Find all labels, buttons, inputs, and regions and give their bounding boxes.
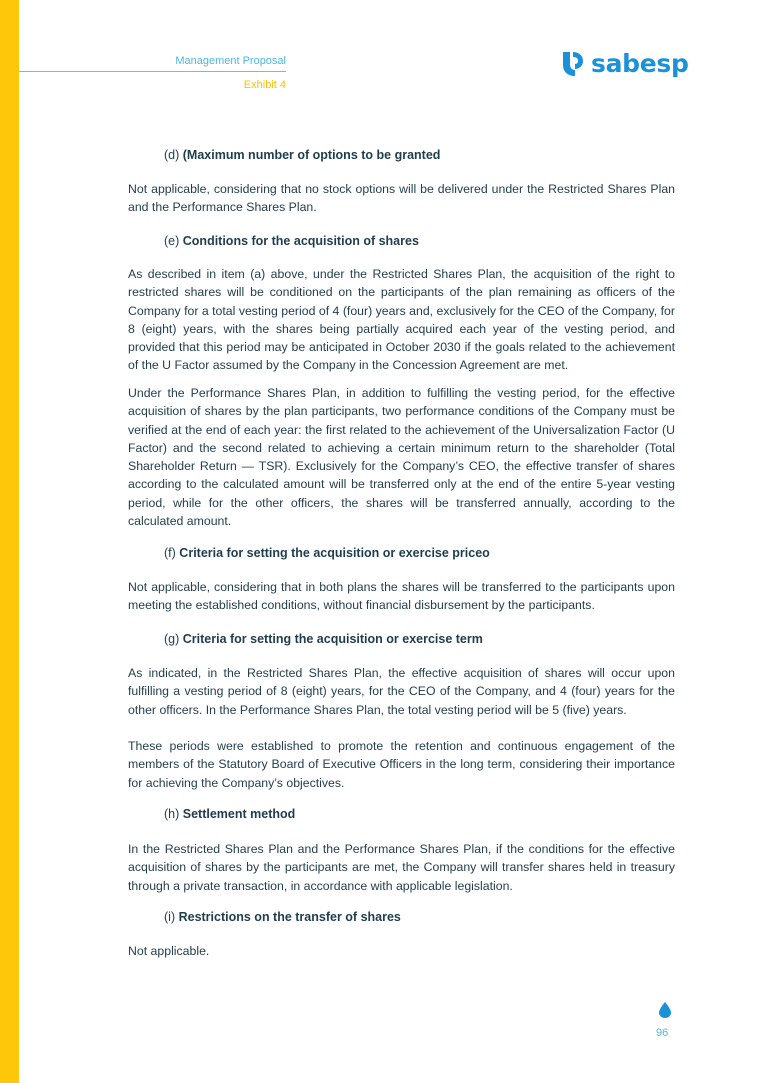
logo-wordmark: sabesp bbox=[591, 48, 689, 78]
section-heading-i: (i) Restrictions on the transfer of shares bbox=[164, 910, 401, 924]
water-drop-icon bbox=[659, 1002, 671, 1018]
section-e-paragraph-2: Under the Performance Shares Plan, in addition to fulfilling the vesting period, for the effective acquisition of shares by the plan participants, two performance conditions of the Company must be verified at the end of each year: the first related to the achievement of the Universalization Factor (U Factor) and the second related to achieving a certain minimum return to the shareholder (Total Shareholder Return — TSR). Exclusively for the Company’s CEO, the effective transfer of shares according to the calculated amount will be transferred only at the end of the entire 5-year vesting period, while for the other officers, the shares will be transferred annually, according to the calculated amount. bbox=[128, 386, 675, 529]
section-heading-e: (e) Conditions for the acquisition of shares bbox=[164, 234, 419, 248]
document-title: Management Proposal bbox=[175, 55, 286, 67]
section-heading-g: (g) Criteria for setting the acquisition or exercise term bbox=[164, 632, 483, 646]
page-number: 96 bbox=[656, 1027, 669, 1039]
header-rule bbox=[19, 71, 286, 72]
side-accent-bar bbox=[0, 0, 19, 1083]
company-logo bbox=[560, 50, 689, 76]
section-heading-f: (f) Criteria for setting the acquisition or exercise priceo bbox=[164, 546, 490, 560]
exhibit-label: Exhibit 4 bbox=[243, 79, 286, 91]
section-heading-h: (h) Settlement method bbox=[164, 807, 296, 821]
section-g-paragraph-2: These periods were established to promote the retention and continuous engagement of the members of the Statutory Board of Executive Officers in the long term, considering their importance for achieving the Company’s objectives. bbox=[128, 739, 675, 790]
section-d-paragraph: Not applicable, considering that no stock options will be delivered under the Restricted Shares Plan and the Performance Shares Plan. bbox=[128, 182, 675, 215]
section-h-paragraph: In the Restricted Shares Plan and the Performance Shares Plan, if the conditions for the effective acquisition of shares by the participants are met, the Company will transfer shares held in treasury through a private transaction, in accordance with applicable legislation. bbox=[128, 842, 675, 893]
section-f-paragraph: Not applicable, considering that in both plans the shares will be transferred to the participants upon meeting the established conditions, without financial disbursement by the participants. bbox=[128, 580, 675, 613]
section-e-paragraph-1: As described in item (a) above, under the Restricted Shares Plan, the acquisition of the right to restricted shares will be conditioned on the participants of the plan remaining as officers of the Company for a total vesting period of 4 (four) years and, exclusively for the CEO of the Company, for 8 (eight) years, with the shares being partially acquired each year of the vesting period, and provided that this period may be anticipated in October 2030 if the goals related to the achievement of the U Factor assumed by the Company in the Concession Agreement are met. bbox=[128, 267, 675, 373]
sabesp-logo-icon bbox=[560, 50, 586, 76]
section-heading-d: (d) (Maximum number of options to be granted bbox=[164, 148, 441, 162]
section-i-paragraph: Not applicable. bbox=[128, 944, 210, 958]
section-g-paragraph-1: As indicated, in the Restricted Shares Plan, the effective acquisition of shares will occur upon fulfilling a vesting period of 8 (eight) years, for the CEO of the Company, and 4 (four) years for the other officers. In the Performance Shares Plan, the total vesting period will be 5 (five) years. bbox=[128, 666, 675, 717]
